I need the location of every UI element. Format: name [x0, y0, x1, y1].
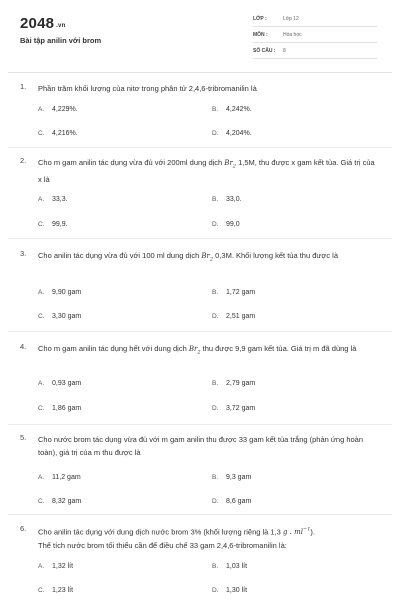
question-number: 1. — [20, 82, 27, 91]
option-label: C. — [38, 587, 45, 594]
meta-class-key: LỚP : — [253, 16, 267, 22]
meta-count-value: 8 — [283, 48, 286, 54]
worksheet-header — [0, 0, 400, 72]
option-d[interactable] — [212, 498, 251, 505]
question-number: 2. — [20, 156, 27, 165]
option-text: 33,0. — [226, 196, 242, 203]
option-d[interactable] — [212, 313, 255, 320]
question-text — [38, 342, 378, 359]
option-text: 4,204%. — [226, 130, 252, 137]
meta-subject-row — [253, 30, 377, 43]
chem-symbol: Br — [201, 252, 210, 260]
option-text: 99,0 — [226, 221, 240, 228]
option-label: C. — [38, 498, 45, 505]
option-label: B. — [212, 106, 219, 113]
option-label: D. — [212, 313, 219, 320]
chem-formula — [224, 159, 236, 170]
chem-symbol: Br — [188, 345, 198, 353]
question-text-part: Cho m gam anilin tác dụng hết với dung dịch — [38, 344, 189, 353]
option-b[interactable] — [212, 380, 255, 387]
option-a[interactable] — [38, 289, 81, 296]
option-label: C. — [38, 405, 45, 412]
question-text-part: 0,3M. Khối lượng kết tủa thu được là — [213, 251, 339, 260]
option-label: D. — [212, 498, 219, 505]
question-number: 4. — [20, 342, 27, 351]
option-label: D. — [212, 130, 219, 137]
option-label: C. — [38, 313, 45, 320]
option-label: D. — [212, 587, 219, 594]
chem-formula — [201, 252, 214, 263]
question-text-part: Cho anilin tác dụng với dung dịch nước brom 3% (khối lượng riêng là 1,3 — [38, 527, 283, 537]
question-divider — [8, 238, 392, 239]
option-text: 1,32 lít — [52, 563, 74, 570]
option-b[interactable] — [212, 474, 251, 481]
option-label: A. — [38, 563, 45, 570]
option-a[interactable] — [38, 106, 78, 113]
option-text: 1,72 gam — [226, 289, 256, 296]
option-label: A. — [38, 106, 45, 113]
option-c[interactable] — [38, 313, 81, 320]
meta-count-key: SỐ CÂU : — [253, 48, 276, 54]
meta-class-value: Lớp 12 — [283, 16, 299, 22]
option-c[interactable] — [38, 221, 68, 228]
option-d[interactable] — [212, 221, 240, 228]
question-number: 3. — [20, 249, 27, 258]
option-b[interactable] — [212, 106, 252, 113]
question-text — [38, 524, 378, 552]
option-text: 3,72 gam — [226, 405, 256, 412]
meta-subject-value: Hóa học — [283, 32, 302, 38]
option-label: D. — [212, 405, 219, 412]
option-text: 3,30 gam — [52, 313, 82, 320]
option-label: B. — [212, 196, 219, 203]
option-text: 8,6 gam — [226, 498, 252, 505]
option-label: B. — [212, 474, 219, 481]
chem-symbol: Br — [224, 159, 233, 167]
option-text: 33,3. — [52, 196, 68, 203]
meta-subject-key: MÔN : — [253, 32, 268, 38]
option-a[interactable] — [38, 380, 81, 387]
option-text: 0,93 gam — [52, 380, 82, 387]
question-number: 6. — [20, 524, 27, 533]
option-d[interactable] — [212, 587, 247, 594]
option-label: A. — [38, 474, 45, 481]
option-label: A. — [38, 196, 45, 203]
question-text — [38, 156, 378, 186]
option-text: 4,242%. — [226, 106, 252, 113]
option-text: 9,3 gam — [226, 474, 252, 481]
question-text: Phần trăm khối lượng của nitơ trong phân tử 2,4,6-tribromanilin là — [38, 84, 257, 93]
chem-subscript: 2 — [197, 349, 201, 356]
question-divider — [8, 514, 392, 515]
question-text-part: thu được 9,9 gam kết tủa. Giá trị m đã dùng là — [200, 344, 357, 353]
chem-subscript: 2 — [209, 256, 214, 263]
meta-class-row — [253, 14, 377, 27]
option-c[interactable] — [38, 130, 78, 137]
unit-gram: g — [282, 528, 288, 537]
option-text: 9,90 gam — [52, 289, 82, 296]
question-text-part: ). — [310, 527, 315, 537]
unit-dot: . — [287, 528, 295, 537]
unit-ml: ml — [294, 528, 303, 537]
option-text: 4,216%. — [52, 130, 78, 137]
option-label: C. — [38, 130, 45, 137]
question-text-part: Cho m gam anilin tác dụng vừa đủ với 200ml dung dịch — [38, 158, 225, 167]
option-a[interactable] — [38, 474, 81, 481]
option-label: B. — [212, 380, 219, 387]
worksheet-title: Bài tập anilin với brom — [20, 36, 102, 45]
chem-formula — [188, 345, 201, 356]
option-text: 2,51 gam — [226, 313, 256, 320]
option-c[interactable] — [38, 587, 73, 594]
question-text: Cho nước brom tác dụng vừa đủ với m gam anilin thu được 33 gam kết tủa trắng (phản ứng hoàn toàn), giá trị của m thu được là — [38, 435, 364, 457]
option-text: 1,86 gam — [52, 405, 82, 412]
option-b[interactable] — [212, 289, 255, 296]
question-divider — [8, 331, 392, 332]
option-text: 1,30 lít — [226, 587, 248, 594]
option-label: C. — [38, 221, 45, 228]
option-label: A. — [38, 380, 45, 387]
site-logo[interactable] — [20, 15, 65, 32]
meta-count-row — [253, 46, 377, 59]
option-b[interactable] — [212, 563, 247, 570]
option-text: 1,23 lít — [52, 587, 74, 594]
unit-formula — [283, 528, 310, 536]
option-c[interactable] — [38, 405, 81, 412]
option-a[interactable] — [38, 196, 68, 203]
question-divider — [8, 147, 392, 148]
chem-subscript: 2 — [232, 163, 236, 170]
question-text-part: Cho anilin tác dụng vừa đủ với 100 ml dung dịch — [38, 251, 202, 260]
option-c[interactable] — [38, 498, 81, 505]
option-text: 11,2 gam — [52, 474, 81, 481]
question-number: 5. — [20, 433, 27, 442]
option-d[interactable] — [212, 130, 252, 137]
option-text: 1,03 lít — [226, 563, 248, 570]
unit-superscript: −1 — [303, 527, 311, 533]
option-label: A. — [38, 289, 45, 296]
question-text-part: Thể tích nước brom tối thiểu cần để điều chế 33 gam 2,4,6-tribromanilin là: — [38, 541, 287, 551]
option-a[interactable] — [38, 563, 73, 570]
option-text: 99,9. — [52, 221, 68, 228]
logo-text: 2048 — [20, 15, 55, 32]
header-divider — [8, 72, 392, 73]
option-text: 8,32 gam — [52, 498, 82, 505]
option-b[interactable] — [212, 196, 242, 203]
option-text: 4,229%. — [52, 106, 78, 113]
question-text — [38, 249, 378, 266]
question-text-part: 1,5M, thu được x gam kết tủa. Giá trị của x là — [38, 158, 375, 185]
option-text: 2,79 gam — [226, 380, 256, 387]
option-d[interactable] — [212, 405, 255, 412]
option-label: B. — [212, 289, 219, 296]
logo-tld: .vn — [56, 23, 66, 29]
question-divider — [8, 424, 392, 425]
option-label: D. — [212, 221, 219, 228]
option-label: B. — [212, 563, 219, 570]
